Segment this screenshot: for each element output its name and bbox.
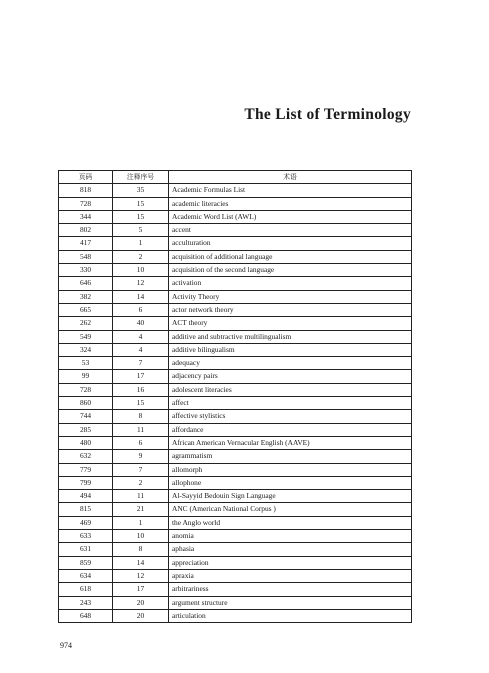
cell-term: ACT theory: [169, 317, 412, 330]
cell-term: apraxia: [169, 569, 412, 582]
cell-page: 53: [59, 357, 113, 370]
cell-note-number: 11: [113, 490, 169, 503]
table-row: [59, 343, 412, 356]
table-row: [59, 197, 412, 210]
cell-note-number: 16: [113, 383, 169, 396]
cell-term: appreciation: [169, 556, 412, 569]
cell-term: anomia: [169, 530, 412, 543]
cell-term: affective stylistics: [169, 410, 412, 423]
cell-page: 633: [59, 530, 113, 543]
cell-term: adjacency pairs: [169, 370, 412, 383]
cell-note-number: 10: [113, 264, 169, 277]
cell-note-number: 4: [113, 330, 169, 343]
table-row: [59, 330, 412, 343]
cell-term: African American Vernacular English (AAVE): [169, 436, 412, 449]
page-title: The List of Terminology: [244, 106, 411, 123]
cell-page: 382: [59, 290, 113, 303]
table-row: [59, 450, 412, 463]
cell-term: arbitrariness: [169, 583, 412, 596]
cell-page: 549: [59, 330, 113, 343]
cell-term: Al-Sayyid Bedouin Sign Language: [169, 490, 412, 503]
cell-note-number: 12: [113, 277, 169, 290]
cell-page: 344: [59, 210, 113, 223]
cell-note-number: 2: [113, 476, 169, 489]
cell-term: aphasia: [169, 543, 412, 556]
cell-term: affect: [169, 397, 412, 410]
table-row: [59, 277, 412, 290]
cell-term: additive bilingualism: [169, 343, 412, 356]
table-row: [59, 556, 412, 569]
table-row: [59, 436, 412, 449]
table-row: [59, 383, 412, 396]
table-row: [59, 210, 412, 223]
cell-note-number: 6: [113, 303, 169, 316]
cell-term: accent: [169, 224, 412, 237]
cell-note-number: 4: [113, 343, 169, 356]
cell-note-number: 8: [113, 410, 169, 423]
cell-term: allomorph: [169, 463, 412, 476]
cell-note-number: 20: [113, 609, 169, 622]
cell-note-number: 15: [113, 397, 169, 410]
cell-note-number: 6: [113, 436, 169, 449]
cell-page: 285: [59, 423, 113, 436]
cell-page: 646: [59, 277, 113, 290]
table-row: [59, 423, 412, 436]
cell-term: actor network theory: [169, 303, 412, 316]
cell-page: 469: [59, 516, 113, 529]
cell-note-number: 5: [113, 224, 169, 237]
cell-page: 548: [59, 250, 113, 263]
cell-term: argument structure: [169, 596, 412, 609]
cell-note-number: 14: [113, 556, 169, 569]
cell-page: 859: [59, 556, 113, 569]
cell-term: affordance: [169, 423, 412, 436]
cell-page: 818: [59, 184, 113, 197]
table-row: [59, 609, 412, 622]
table-row: [59, 463, 412, 476]
table-row: [59, 596, 412, 609]
cell-term: the Anglo world: [169, 516, 412, 529]
cell-page: 243: [59, 596, 113, 609]
cell-page: 632: [59, 450, 113, 463]
cell-page: 728: [59, 383, 113, 396]
cell-page: 728: [59, 197, 113, 210]
table-row: [59, 397, 412, 410]
page-number: 974: [60, 641, 72, 650]
table-row: [59, 569, 412, 582]
cell-page: 262: [59, 317, 113, 330]
cell-note-number: 20: [113, 596, 169, 609]
table-row: [59, 503, 412, 516]
cell-term: Activity Theory: [169, 290, 412, 303]
cell-term: acculturation: [169, 237, 412, 250]
cell-term: ANC (American National Corpus ): [169, 503, 412, 516]
cell-note-number: 15: [113, 197, 169, 210]
cell-note-number: 17: [113, 370, 169, 383]
table-row: [59, 543, 412, 556]
table-row: [59, 250, 412, 263]
table-row: [59, 490, 412, 503]
cell-note-number: 21: [113, 503, 169, 516]
cell-page: 779: [59, 463, 113, 476]
cell-term: Academic Formulas List: [169, 184, 412, 197]
cell-page: 799: [59, 476, 113, 489]
cell-page: 480: [59, 436, 113, 449]
table-row: [59, 290, 412, 303]
cell-page: 324: [59, 343, 113, 356]
table-row: [59, 264, 412, 277]
cell-note-number: 12: [113, 569, 169, 582]
table-row: [59, 530, 412, 543]
table-row: [59, 476, 412, 489]
cell-note-number: 11: [113, 423, 169, 436]
cell-term: Academic Word List (AWL): [169, 210, 412, 223]
cell-term: adolescent literacies: [169, 383, 412, 396]
cell-note-number: 10: [113, 530, 169, 543]
cell-note-number: 15: [113, 210, 169, 223]
cell-note-number: 40: [113, 317, 169, 330]
cell-note-number: 1: [113, 516, 169, 529]
table-row: [59, 317, 412, 330]
terminology-table: [58, 170, 412, 623]
cell-page: 815: [59, 503, 113, 516]
cell-term: articulation: [169, 609, 412, 622]
cell-term: allophone: [169, 476, 412, 489]
table-row: [59, 224, 412, 237]
cell-term: academic literacies: [169, 197, 412, 210]
cell-page: 330: [59, 264, 113, 277]
table-row: [59, 410, 412, 423]
table-row: [59, 237, 412, 250]
table-row: [59, 583, 412, 596]
header-note-number: 注释序号: [113, 171, 169, 184]
cell-term: acquisition of additional language: [169, 250, 412, 263]
table-row: [59, 184, 412, 197]
table-header-row: [59, 171, 412, 184]
cell-page: 99: [59, 370, 113, 383]
cell-term: acquisition of the second language: [169, 264, 412, 277]
cell-page: 634: [59, 569, 113, 582]
cell-page: 631: [59, 543, 113, 556]
cell-page: 860: [59, 397, 113, 410]
cell-note-number: 14: [113, 290, 169, 303]
cell-note-number: 8: [113, 543, 169, 556]
cell-note-number: 2: [113, 250, 169, 263]
cell-page: 802: [59, 224, 113, 237]
table-row: [59, 370, 412, 383]
table-row: [59, 303, 412, 316]
header-page: 页码: [59, 171, 113, 184]
cell-page: 494: [59, 490, 113, 503]
cell-page: 417: [59, 237, 113, 250]
cell-note-number: 1: [113, 237, 169, 250]
cell-page: 648: [59, 609, 113, 622]
cell-note-number: 7: [113, 463, 169, 476]
cell-term: additive and subtractive multilingualism: [169, 330, 412, 343]
table-row: [59, 357, 412, 370]
table-row: [59, 516, 412, 529]
cell-note-number: 35: [113, 184, 169, 197]
cell-page: 744: [59, 410, 113, 423]
cell-term: adequacy: [169, 357, 412, 370]
cell-term: activation: [169, 277, 412, 290]
cell-page: 618: [59, 583, 113, 596]
cell-page: 665: [59, 303, 113, 316]
header-term: 术语: [169, 171, 412, 184]
cell-note-number: 9: [113, 450, 169, 463]
cell-term: agrammatism: [169, 450, 412, 463]
cell-note-number: 17: [113, 583, 169, 596]
cell-note-number: 7: [113, 357, 169, 370]
